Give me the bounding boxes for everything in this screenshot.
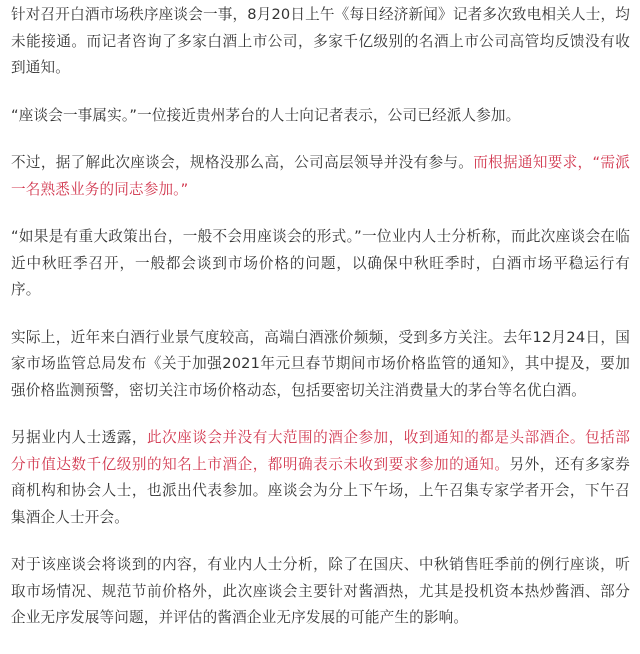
paragraph-5-text: 实际上，近年来白酒行业景气度较高，高端白酒涨价频频，受到多方关注。去年12月24日，国家市场监管总局发布《关于加强2021年元旦春节期间市场价格监管的通知》，其中提及，要加强价格监测预警，密切关注市场价格动态，包括要密切关注消费量大的茅台等名优白酒。 [11, 328, 630, 399]
paragraph-6-highlight: 此次座谈会并没有大范围的酒企参加，收到通知的都是头部酒企。包括部分市值达数千亿级别的知名上市酒企，都明确表示未收到要求参加的通知。 [11, 429, 630, 473]
paragraph-5 [11, 325, 630, 405]
paragraph-2-text: “座谈会一事属实。”一位接近贵州茅台的人士向记者表示，公司已经派人参加。 [11, 106, 521, 124]
paragraph-3 [11, 150, 630, 203]
paragraph-7 [11, 552, 630, 632]
paragraph-4 [11, 224, 630, 304]
paragraph-3-highlight: 而根据通知要求，“需派一名熟悉业务的同志参加。” [11, 154, 630, 198]
paragraph-7-text: 对于该座谈会将谈到的内容，有业内人士分析，除了在国庆、中秋销售旺季前的例行座谈，听取市场情况、规范节前价格外，此次座谈会主要针对酱酒热，尤其是投机资本热炒酱酒、部分企业无序发展等问题，并评估的酱酒企业无序发展的可能产生的影响。 [11, 556, 630, 626]
paragraph-4-text: “如果是有重大政策出台，一般不会用座谈会的形式。”一位业内人士分析称，而此次座谈会在临近中秋旺季召开，一般都会谈到市场价格的问题，以确保中秋旺季时，白酒市场平稳运行有序。 [11, 228, 630, 298]
paragraph-2 [11, 103, 630, 130]
paragraph-3-text: 不过，据了解此次座谈会，规格没那么高，公司高层领导并没有参与。 [11, 154, 474, 171]
paragraph-1 [11, 2, 630, 82]
paragraph-6-text-a: 另据业内人士透露， [11, 429, 147, 446]
paragraph-6-text-b: 另外，还有多家券商机构和协会人士，也派出代表参加。座谈会为分上下午场，上午召集专家学者开会，下午召集酒企人士开会。 [11, 455, 631, 526]
paragraph-6 [11, 425, 630, 531]
paragraph-1-text: 针对召开白酒市场秩序座谈会一事，8月20日上午《每日经济新闻》记者多次致电相关人士，均未能接通。而记者咨询了多家白酒上市公司，多家千亿级别的名酒上市公司高管均反馈没有收到通知。 [11, 6, 630, 76]
article-body [0, 2, 640, 632]
